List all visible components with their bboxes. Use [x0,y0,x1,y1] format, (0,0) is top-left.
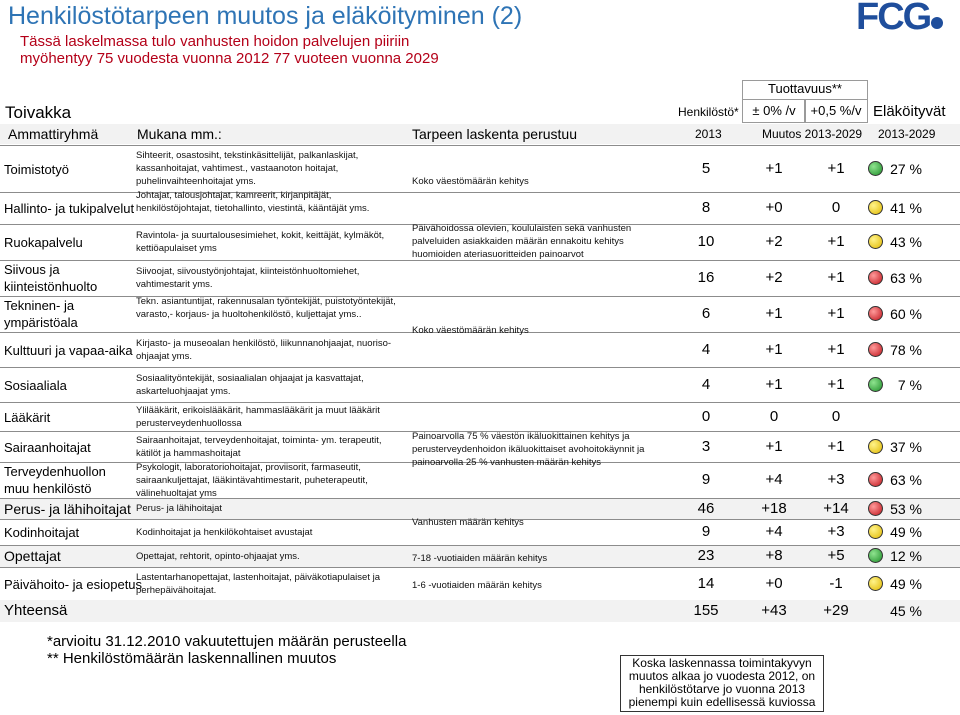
row-category: Opettajat [4,548,61,564]
row-value-z: +1 [765,375,783,393]
row-category: Kulttuuri ja vapaa-aika [4,342,133,358]
muutos-header: Muutos 2013-2029 [762,127,863,141]
row-category: Sosiaaliala [4,377,67,393]
yellow-light-icon [868,524,883,539]
row-category: Sairaanhoitajat [4,439,91,455]
base-text-1: Koko väestömäärän kehitys [412,176,529,187]
row-description: Sairaanhoitajat, terveydenhoitajat, toiminta- ym. terapeutit, kätilöt ja hammashoitajat [136,434,382,459]
row-value-z: +1 [765,340,783,358]
row-value-p: 0 [831,407,841,425]
row-value-p: -1 [829,574,843,592]
row-category: Tekninen- ja ympäristöala [4,298,78,330]
row-value-h: 0 [701,407,711,425]
total-plus: +29 [823,602,849,619]
row-description: Sihteerit, osastosiht, tekstinkäsittelijät, palkanlaskijat, kassanhoitajat, vahtimest., vastaanoton hoitajat, puhelinvaihteenhoitajat yms. [136,150,359,187]
footnote-1: *arvioitu 31.12.2010 vakuutettujen määrän perusteella [47,633,407,650]
green-light-icon [868,377,883,392]
base-text-6: 7-18 -vuotiaiden määrän kehitys [412,553,548,564]
row-value-p: +1 [827,305,845,322]
row-description: Opettajat, rehtorit, opinto-ohjaajat yms. [136,550,300,562]
period-header: 2013-2029 [878,127,936,141]
row-value-p: +1 [827,340,845,358]
row-value-p: +1 [827,159,845,177]
page-title: Henkilöstötarpeen muutos ja eläköityminen (2) [8,2,523,30]
row-value-z: 0 [769,407,779,425]
yellow-light-icon [868,576,883,591]
row-value-p: +3 [827,523,845,540]
row-category: Lääkärit [4,409,51,425]
row-category: Siivous ja kiinteistönhuolto [4,262,98,294]
elakoityvat-header: Eläköityvät [873,103,946,120]
total-elakoityvat: 45 % [890,603,922,619]
row-value-h: 3 [701,437,711,455]
row-value-h: 9 [701,523,711,540]
henkilosto-header: Henkilöstö* [678,105,739,119]
row-value-h: 4 [701,340,711,358]
row-description: Lastentarhanopettajat, lastenhoitajat, päiväkotiapulaiset ja perhepäivähoitajat. [136,571,381,596]
red-light-icon [868,270,883,285]
plus-header: +0,5 %/v [804,99,868,123]
row-value-p: +1 [827,375,845,393]
row-value-h: 10 [697,233,715,250]
row-value-p: +1 [827,437,845,455]
fcg-logo: FCG [856,0,943,39]
row-elakoityvat: 37 % [890,438,922,455]
row-value-p: +14 [823,499,849,517]
row-divider [0,567,960,568]
row-value-z: +8 [765,547,783,564]
row-description: Kirjasto- ja museoalan henkilöstö, liikunnanohjaajat, nuoriso-ohjaajat yms. [136,337,392,362]
row-category: Terveydenhuollon muu henkilöstö [4,464,106,496]
row-value-h: 23 [697,547,715,564]
note-box: Koska laskennassa toimintakyvyn muutos alkaa jo vuodesta 2012, on henkilöstötarve jo vuonna 2013 pienempi kuin edellisessä kuviossa [620,655,824,712]
footnote-2: ** Henkilöstömäärän laskennallinen muutos [47,650,337,667]
row-category: Toimistotyö [4,161,70,177]
row-value-z: +0 [765,574,783,592]
row-category: Ruokapalvelu [4,235,83,250]
row-value-h: 46 [697,499,715,517]
row-value-h: 4 [701,375,711,393]
row-elakoityvat: 7 % [897,376,922,393]
row-category: Perus- ja lähihoitajat [4,500,131,517]
row-elakoityvat: 49 % [890,575,922,592]
total-zero: +43 [761,602,787,619]
row-description: Siivoojat, siivoustyönjohtajat, kiinteistönhuoltomiehet, vahtimestarit yms. [136,266,360,290]
green-light-icon [868,161,883,176]
subtitle-line-1: Tässä laskelmassa tulo vanhusten hoidon palvelujen piiriin [20,33,410,50]
row-value-h: 14 [697,574,715,592]
row-value-z: +1 [765,437,783,455]
yellow-light-icon [868,234,883,249]
total-label: Yhteensä [4,602,68,619]
year-header: 2013 [695,127,722,141]
row-value-h: 5 [701,159,711,177]
row-value-z: +2 [765,269,783,286]
row-description: Sosiaalityöntekijät, sosiaalialan ohjaajat ja kasvattajat, askarteluohjaajat yms. [136,372,364,397]
base-text-7: 1-6 -vuotiaiden määrän kehitys [412,580,542,591]
total-henkilosto: 155 [693,602,719,619]
row-description: Psykologit, laboratoriohoitajat, proviisorit, farmaseutit, sairaankuljettajat, lääkintävahtimestarit, puheterapeutit, välinehuoltajat yms [136,461,368,499]
row-value-z: +18 [761,499,787,517]
row-elakoityvat: 63 % [890,270,922,286]
row-value-h: 9 [701,471,711,488]
row-elakoityvat: 43 % [890,234,922,250]
row-value-p: +1 [827,233,845,250]
base-text-5: Vanhusten määrän kehitys [412,517,524,528]
green-light-icon [868,548,883,563]
row-value-h: 16 [697,269,715,286]
row-description: Kodinhoitajat ja henkilökohtaiset avustajat [136,526,313,538]
row-category: Kodinhoitajat [4,525,80,540]
red-light-icon [868,501,883,516]
row-elakoityvat: 53 % [890,500,922,517]
row-value-h: 6 [701,305,711,322]
row-elakoityvat: 78 % [890,341,922,358]
row-value-z: +1 [765,305,783,322]
subtitle-line-2: myöhentyy 75 vuodesta vuonna 2012 77 vuoteen vuonna 2029 [20,50,439,67]
row-value-p: +5 [827,547,845,564]
peruste-header: Tarpeen laskenta perustuu [412,126,577,142]
row-elakoityvat: 63 % [890,472,922,488]
row-value-p: +3 [827,471,845,488]
row-divider [0,545,960,546]
ammattiryhma-header: Ammattiryhmä [8,126,99,142]
row-elakoityvat: 41 % [890,200,922,216]
row-elakoityvat: 49 % [890,524,922,540]
row-description: Johtajat, talousjohtajat, kamreerit, kirjanpitäjät, henkilöstöjohtajat, tietohallinto, viestintä, kääntäjät yms. [136,189,370,214]
red-light-icon [868,306,883,321]
region-name: Toivakka [5,103,72,122]
red-light-icon [868,472,883,487]
row-elakoityvat: 27 % [890,160,922,177]
row-value-z: +1 [765,159,783,177]
row-category: Hallinto- ja tukipalvelut [4,201,135,216]
tuottavuus-header: Tuottavuus** [742,80,868,100]
row-description: Perus- ja lähihoitajat [136,503,223,514]
row-value-z: +4 [765,523,783,540]
row-elakoityvat: 60 % [890,306,922,322]
base-text-4: Painoarvolla 75 % väestön ikäluokittainen kehitys ja perusterveydenhoidon ikäluokittaiset avohoitokäynnit ja painoarvolla 25 % vanhusten määrän kehitys [412,431,645,468]
row-category: Päivähoito- ja esiopetus [4,576,143,592]
row-divider [0,367,960,368]
base-text-2: Päivähoidossa olevien, koululaisten sekä vanhusten palveluiden asiakkaiden määrän ennakoitu kehitys huomioiden ateriasuoritteiden painoarvot [412,223,632,260]
row-description: Tekn. asiantuntijat, rakennusalan työntekijät, puistotyöntekijät, varasto,- korjaus- ja huoltohenkilöstö, kuljettajat yms.. [136,295,396,320]
row-value-h: 8 [701,199,711,216]
row-description: Ravintola- ja suurtalousesimiehet, kokit, keittäjät, kylmäköt, kettiöapulaiset yms [136,230,385,254]
row-value-z: +0 [765,199,783,216]
row-divider [0,145,960,146]
zero-header: ± 0% /v [742,99,806,123]
row-elakoityvat: 12 % [890,548,922,564]
row-value-z: +2 [765,233,783,250]
red-light-icon [868,342,883,357]
row-description: Ylilääkärit, erikoislääkärit, hammaslääkärit ja muut lääkärit perusterveydenhuollossa [136,404,380,429]
mukana-header: Mukana mm.: [137,126,222,142]
yellow-light-icon [868,439,883,454]
row-value-z: +4 [765,471,783,488]
row-value-p: +1 [827,269,845,286]
row-value-p: 0 [831,199,841,216]
yellow-light-icon [868,200,883,215]
base-text-3: Koko väestömäärän kehitys [412,325,529,336]
